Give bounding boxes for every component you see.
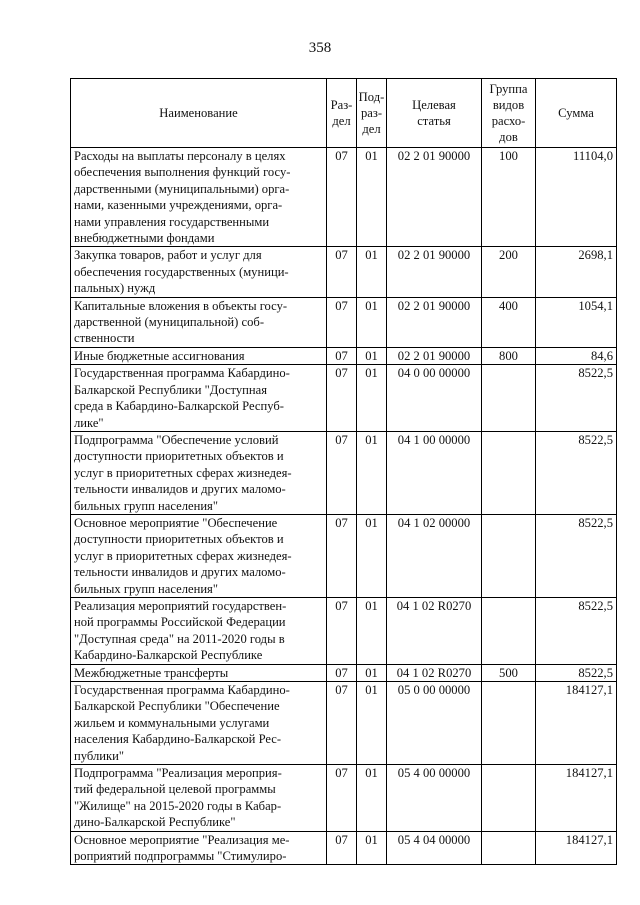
row-razdel-cell: 07 — [327, 148, 357, 247]
row-name-cell: Иные бюджетные ассигнования — [71, 347, 327, 364]
table-row — [71, 682, 617, 765]
row-name-cell: Капитальные вложения в объекты госу- дарственной (муниципальной) соб- ственности — [71, 297, 327, 347]
row-name-cell: Реализация мероприятий государствен- ной программы Российской Федерации "Доступная среда" на 2011-2020 годы в Кабардино-Балкарской Республике — [71, 597, 327, 664]
row-name-cell: Государственная программа Кабардино- Балкарской Республики "Обеспечение жильем и коммунальными услугами населения Кабардино-Балкарской Рес- публики" — [71, 682, 327, 765]
table-body — [71, 148, 617, 865]
row-target-article-cell: 04 1 02 R0270 — [387, 664, 482, 681]
header-podrazdel-label: Под- раз- дел — [358, 90, 385, 136]
table-row — [71, 431, 617, 514]
row-razdel-cell: 07 — [327, 765, 357, 832]
row-sum-cell: 84,6 — [536, 347, 617, 364]
row-expense-group-cell — [482, 597, 536, 664]
row-target-article-cell: 05 0 00 00000 — [387, 682, 482, 765]
row-sum-cell: 8522,5 — [536, 514, 617, 597]
row-podrazdel-cell: 01 — [357, 682, 387, 765]
row-razdel-cell: 07 — [327, 664, 357, 681]
row-target-article-cell: 02 2 01 90000 — [387, 347, 482, 364]
header-sum — [536, 79, 617, 148]
header-name — [71, 79, 327, 148]
table-row — [71, 247, 617, 297]
row-sum-cell: 184127,1 — [536, 831, 617, 865]
table-row — [71, 347, 617, 364]
header-podrazdel — [357, 79, 387, 148]
header-expense-group-label: Группа видов расхо- дов — [489, 82, 528, 144]
row-razdel-cell: 07 — [327, 682, 357, 765]
row-sum-cell: 8522,5 — [536, 431, 617, 514]
row-podrazdel-cell: 01 — [357, 148, 387, 247]
row-target-article-cell: 05 4 00 00000 — [387, 765, 482, 832]
row-sum-cell: 1054,1 — [536, 297, 617, 347]
row-expense-group-cell — [482, 514, 536, 597]
header-target-article — [387, 79, 482, 148]
row-target-article-cell: 05 4 04 00000 — [387, 831, 482, 865]
row-expense-group-cell — [482, 365, 536, 432]
row-sum-cell: 184127,1 — [536, 682, 617, 765]
row-target-article-cell: 04 1 02 R0270 — [387, 597, 482, 664]
row-target-article-cell: 04 1 00 00000 — [387, 431, 482, 514]
header-sum-label: Сумма — [558, 106, 594, 120]
row-podrazdel-cell: 01 — [357, 247, 387, 297]
row-expense-group-cell: 200 — [482, 247, 536, 297]
table-row — [71, 148, 617, 247]
row-name-cell: Государственная программа Кабардино- Балкарской Республики "Доступная среда в Кабардино-Балкарской Респуб- лике" — [71, 365, 327, 432]
row-sum-cell: 8522,5 — [536, 597, 617, 664]
row-sum-cell: 8522,5 — [536, 664, 617, 681]
row-name-cell: Подпрограмма "Реализация мероприя- тий федеральной целевой программы "Жилище" на 2015-2020 годы в Кабар- дино-Балкарской Республике" — [71, 765, 327, 832]
row-podrazdel-cell: 01 — [357, 664, 387, 681]
row-target-article-cell: 04 1 02 00000 — [387, 514, 482, 597]
row-podrazdel-cell: 01 — [357, 765, 387, 832]
row-sum-cell: 184127,1 — [536, 765, 617, 832]
row-expense-group-cell: 400 — [482, 297, 536, 347]
row-podrazdel-cell: 01 — [357, 514, 387, 597]
table-row — [71, 365, 617, 432]
row-expense-group-cell — [482, 682, 536, 765]
header-target-article-label: Целевая статья — [412, 98, 456, 128]
row-name-cell: Основное мероприятие "Реализация ме- роприятий подпрограммы "Стимулиро- — [71, 831, 327, 865]
row-sum-cell: 2698,1 — [536, 247, 617, 297]
row-razdel-cell: 07 — [327, 597, 357, 664]
row-razdel-cell: 07 — [327, 831, 357, 865]
row-name-cell: Межбюджетные трансферты — [71, 664, 327, 681]
row-sum-cell: 11104,0 — [536, 148, 617, 247]
row-podrazdel-cell: 01 — [357, 431, 387, 514]
row-target-article-cell: 02 2 01 90000 — [387, 148, 482, 247]
row-sum-cell: 8522,5 — [536, 365, 617, 432]
row-name-cell: Основное мероприятие "Обеспечение доступности приоритетных объектов и услуг в приоритетных сферах жизнедея- тельности инвалидов и других маломо- бильных групп населения" — [71, 514, 327, 597]
header-expense-group — [482, 79, 536, 148]
row-name-cell: Подпрограмма "Обеспечение условий доступности приоритетных объектов и услуг в приоритетных сферах жизнедея- тельности инвалидов и других маломо- бильных групп населения" — [71, 431, 327, 514]
row-podrazdel-cell: 01 — [357, 831, 387, 865]
row-razdel-cell: 07 — [327, 514, 357, 597]
row-podrazdel-cell: 01 — [357, 597, 387, 664]
row-expense-group-cell — [482, 831, 536, 865]
header-razdel — [327, 79, 357, 148]
row-expense-group-cell: 500 — [482, 664, 536, 681]
header-razdel-label: Раз- дел — [330, 98, 353, 128]
header-name-label: Наименование — [159, 106, 238, 120]
table-row — [71, 514, 617, 597]
row-target-article-cell: 02 2 01 90000 — [387, 247, 482, 297]
row-name-cell: Закупка товаров, работ и услуг для обеспечения государственных (муници- пальных) нужд — [71, 247, 327, 297]
row-target-article-cell: 04 0 00 00000 — [387, 365, 482, 432]
table-row — [71, 664, 617, 681]
table-row — [71, 831, 617, 865]
table-row — [71, 597, 617, 664]
budget-table — [70, 78, 617, 865]
row-podrazdel-cell: 01 — [357, 347, 387, 364]
row-podrazdel-cell: 01 — [357, 365, 387, 432]
row-target-article-cell: 02 2 01 90000 — [387, 297, 482, 347]
table-row — [71, 297, 617, 347]
row-expense-group-cell — [482, 431, 536, 514]
row-razdel-cell: 07 — [327, 365, 357, 432]
row-razdel-cell: 07 — [327, 247, 357, 297]
table-row — [71, 765, 617, 832]
row-expense-group-cell: 100 — [482, 148, 536, 247]
row-razdel-cell: 07 — [327, 431, 357, 514]
row-podrazdel-cell: 01 — [357, 297, 387, 347]
row-razdel-cell: 07 — [327, 347, 357, 364]
row-razdel-cell: 07 — [327, 297, 357, 347]
page-number: 358 — [308, 40, 332, 56]
row-name-cell: Расходы на выплаты персоналу в целях обеспечения выполнения функций госу- дарственными (муниципальными) орга- нами, казенными учреждениями, орга- нами управления государственными внебюджетными фондами — [71, 148, 327, 247]
table-header-row — [71, 79, 617, 148]
row-expense-group-cell: 800 — [482, 347, 536, 364]
row-expense-group-cell — [482, 765, 536, 832]
